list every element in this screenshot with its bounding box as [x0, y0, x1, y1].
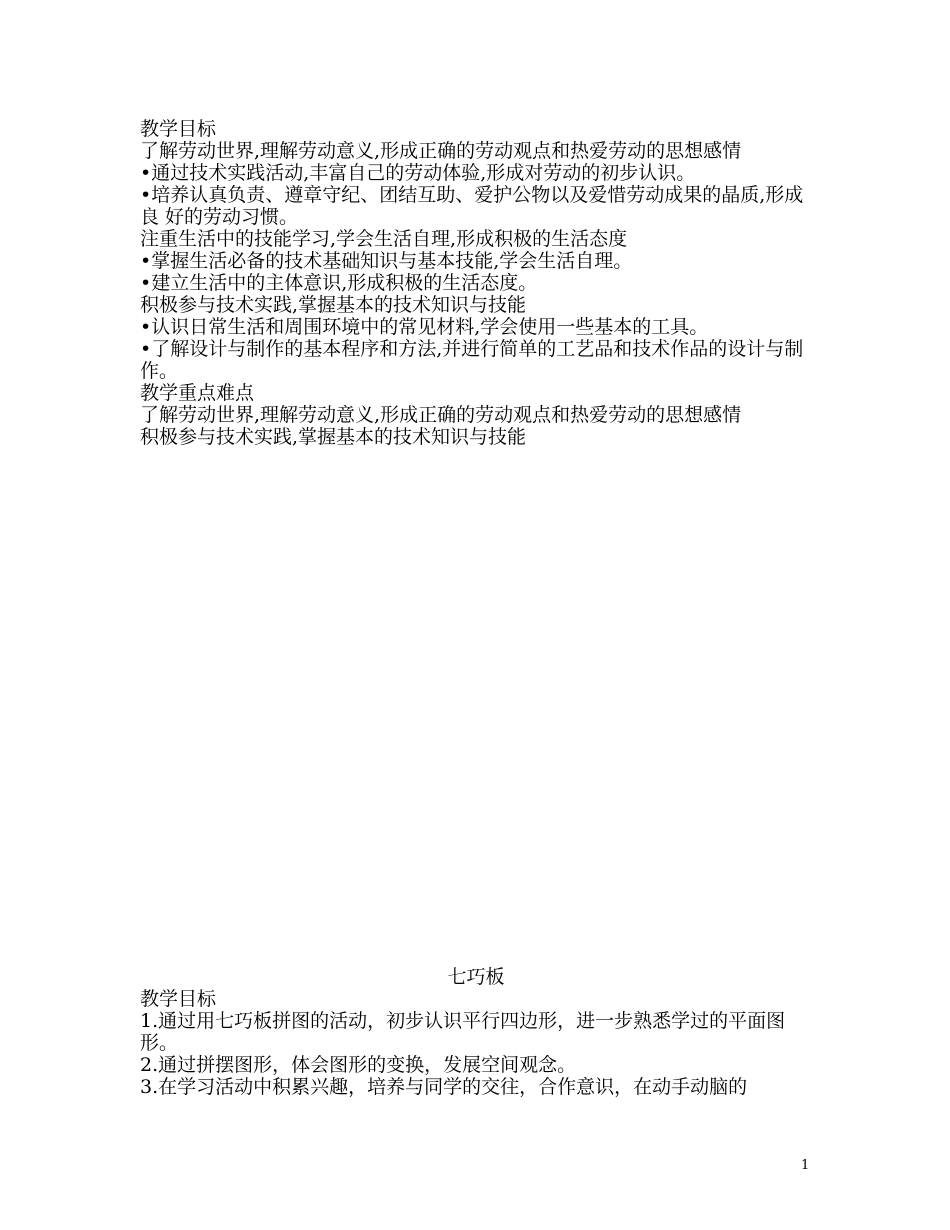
page-number: 1	[801, 1158, 810, 1173]
goal-life-skills: 注重生活中的技能学习,学会生活自理,形成积极的生活态度	[140, 228, 628, 250]
tangram-goal-2: 2.通过拼摆图形，体会图形的变换，发展空间观念。	[140, 1054, 577, 1076]
section-course-goals	[140, 118, 812, 448]
section-tangram	[140, 966, 812, 1098]
goal-tech-practice: 积极参与技术实践,掌握基本的技术知识与技能	[140, 294, 527, 316]
bullet-design-production: •了解设计与制作的基本程序和方法,并进行简单的工艺品和技术作品的设计与制作。	[140, 338, 804, 382]
tangram-goal-1: 1.通过用七巧板拼图的活动，初步认识平行四边形，进一步熟悉学过的平面图形。	[140, 1010, 786, 1054]
bullet-labor-experience: •通过技术实践活动,丰富自己的劳动体验,形成对劳动的初步认识。	[140, 162, 696, 184]
tangram-goal-3: 3.在学习活动中积累兴趣，培养与同学的交往，合作意识，在动手动脑的	[140, 1076, 748, 1098]
key-point-labor: 了解劳动世界,理解劳动意义,形成正确的劳动观点和热爱劳动的思想感情	[140, 404, 742, 426]
bullet-life-knowledge: •掌握生活必备的技术基础知识与基本技能,学会生活自理。	[140, 250, 633, 272]
bullet-life-attitude: •建立生活中的主体意识,形成积极的生活态度。	[140, 272, 538, 294]
bullet-labor-habits: •培养认真负责、遵章守纪、团结互助、爱护公物以及爱惜劳动成果的晶质,形成良 好的劳动习惯。	[140, 184, 804, 228]
tangram-title: 七巧板	[447, 966, 505, 988]
bullet-materials-tools: •认识日常生活和周围环境中的常见材料,学会使用一些基本的工具。	[140, 316, 709, 338]
heading-teaching-goals: 教学目标	[140, 118, 217, 140]
goal-labor-understanding: 了解劳动世界,理解劳动意义,形成正确的劳动观点和热爱劳动的思想感情	[140, 140, 742, 162]
heading-key-difficulties: 教学重点难点	[140, 382, 255, 404]
key-point-tech: 积极参与技术实践,掌握基本的技术知识与技能	[140, 426, 527, 448]
heading-teaching-goals-2: 教学目标	[140, 988, 217, 1010]
